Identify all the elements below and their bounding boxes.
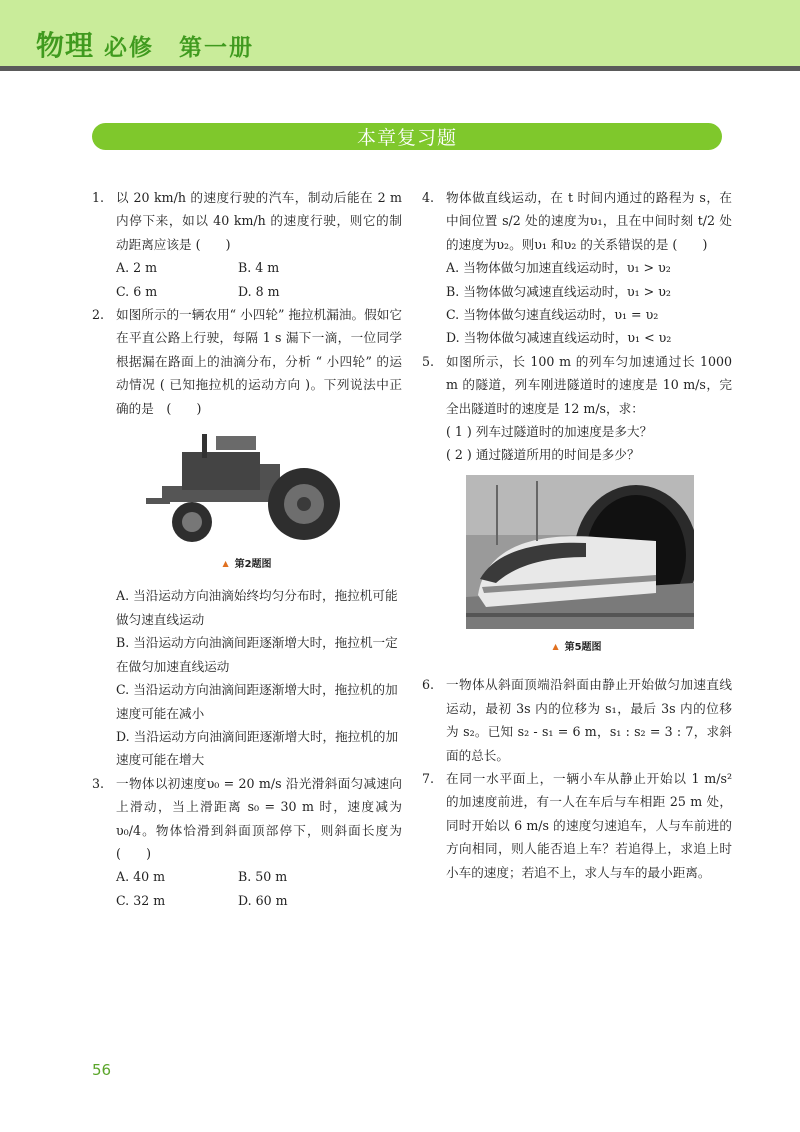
option-b: B. 50 m xyxy=(238,869,288,885)
question-3 xyxy=(92,772,415,866)
train-image xyxy=(466,475,694,629)
triangle-icon: ▲ xyxy=(552,641,559,651)
option-a: A. 当沿运动方向油滴始终均匀分布时，拖拉机可能做匀速直线运动 xyxy=(116,588,398,627)
option-b: B. 当物体做匀减速直线运动时，υ₁ > υ₂ xyxy=(446,283,671,299)
question-number: 2. xyxy=(92,307,105,323)
question-stem: 物体做直线运动，在 t 时间内通过的路程为 s，在中间位置 s/2 处的速度为υ₁，且在中间时刻 t/2 处的速度为υ₂。则υ₁ 和υ₂ 的关系错误的是 ( ) xyxy=(446,190,732,252)
option-d: D. 8 m xyxy=(238,283,280,299)
question-number: 3. xyxy=(92,775,105,791)
header-divider xyxy=(0,66,800,71)
figure-train xyxy=(422,475,732,659)
option-c: C. 6 m xyxy=(116,283,158,299)
sub-question-1: ( 1 ) 列车过隧道时的加速度是多大？ xyxy=(446,424,653,440)
question-number: 4. xyxy=(422,190,435,205)
page-header xyxy=(0,0,800,66)
question-4 xyxy=(422,186,732,256)
question-6 xyxy=(422,673,732,767)
figure-tractor xyxy=(92,428,402,576)
question-5 xyxy=(422,350,732,420)
option-d: D. 当沿运动方向油滴间距逐渐增大时，拖拉机的加速度可能在增大 xyxy=(116,728,399,768)
question-stem: 如图所示的一辆农用“ 小四轮” 拖拉机漏油。假如它在平直公路上行驶，每隔 1 s 漏下一滴，一位同学根据漏在路面上的油滴分布，分析 “ 小四轮” 的运动情况 ( 已知拖拉机的运动方向 )。下列说法中正确的是 ( ) xyxy=(116,307,402,416)
sub-question-2: ( 2 ) 通过隧道所用的时间是多少？ xyxy=(446,447,640,463)
question-number: 7. xyxy=(422,770,435,786)
option-b: B. 4 m xyxy=(238,260,280,276)
option-c: C. 当物体做匀速直线运动时，υ₁ = υ₂ xyxy=(446,307,659,323)
section-banner xyxy=(92,123,722,150)
question-stem: 以 20 km/h 的速度行驶的汽车，制动后能在 2 m 内停下来，如以 40 km/h 的速度行驶，则它的制动距离应该是 ( ) xyxy=(116,190,402,252)
question-number: 1. xyxy=(92,190,105,205)
question-stem: 如图所示，长 100 m 的列车匀加速通过长 1000 m 的隧道，列车刚进隧道时的速度是 10 m/s，完全出隧道时的速度是 12 m/s，求： xyxy=(446,353,732,416)
option-c: C. 当沿运动方向油滴间距逐渐增大时，拖拉机的加速度可能在减小 xyxy=(116,682,398,721)
left-column xyxy=(92,186,415,912)
subject-label: 物理 xyxy=(36,29,95,62)
book-label: 必修 第一册 xyxy=(104,35,255,61)
question-stem: 一物体以初速度υ₀ = 20 m/s 沿光滑斜面匀减速向上滑动，当上滑距离 s₀ = 30 m 时，速度减为υ₀/4。物体恰滑到斜面顶部停下，则斜面长度为 ( ) xyxy=(116,775,415,861)
option-d: D. 60 m xyxy=(238,892,288,908)
tractor-image xyxy=(142,428,348,546)
question-stem: 一物体从斜面顶端沿斜面由静止开始做匀加速直线运动，最初 3s 内的位移为 s₁，最后 3s 内的位移为 s₂。已知 s₂ - s₁ = 6 m，s₁ : s₂ = 3 : 7，求斜面的总长。 xyxy=(446,677,732,763)
options xyxy=(92,865,402,912)
triangle-icon: ▲ xyxy=(222,559,229,569)
option-a: A. 2 m xyxy=(116,260,158,276)
question-number: 5. xyxy=(422,353,435,369)
option-a: A. 40 m xyxy=(116,869,166,885)
book-title xyxy=(36,24,254,64)
question-7 xyxy=(422,767,732,884)
question-number: 6. xyxy=(422,677,435,693)
question-1 xyxy=(92,186,402,256)
options xyxy=(92,256,402,303)
option-c: C. 32 m xyxy=(116,892,166,908)
option-b: B. 当沿运动方向油滴间距逐渐增大时，拖拉机一定在做匀加速直线运动 xyxy=(116,635,398,674)
caption-text: 第2题图 xyxy=(234,559,272,571)
figure-caption xyxy=(422,635,732,659)
caption-text: 第5题图 xyxy=(564,641,602,653)
question-2 xyxy=(92,303,402,420)
right-column xyxy=(422,186,732,884)
page-number: 56 xyxy=(92,1061,112,1079)
option-a: A. 当物体做匀加速直线运动时，υ₁ > υ₂ xyxy=(446,260,671,276)
question-stem: 在同一水平面上，一辆小车从静止开始以 1 m/s² 的加速度前进，有一人在车后与车相距 25 m 处，同时开始以 6 m/s 的速度匀速追车，人与车前进的方向相同，则人能否追上车？若追得上，求追上时小车的速度；若追不上，求人与车的最小距离。 xyxy=(446,770,732,880)
option-d: D. 当物体做匀减速直线运动时，υ₁ < υ₂ xyxy=(446,330,672,346)
section-title: 本章复习题 xyxy=(356,127,457,149)
figure-caption xyxy=(92,552,402,576)
